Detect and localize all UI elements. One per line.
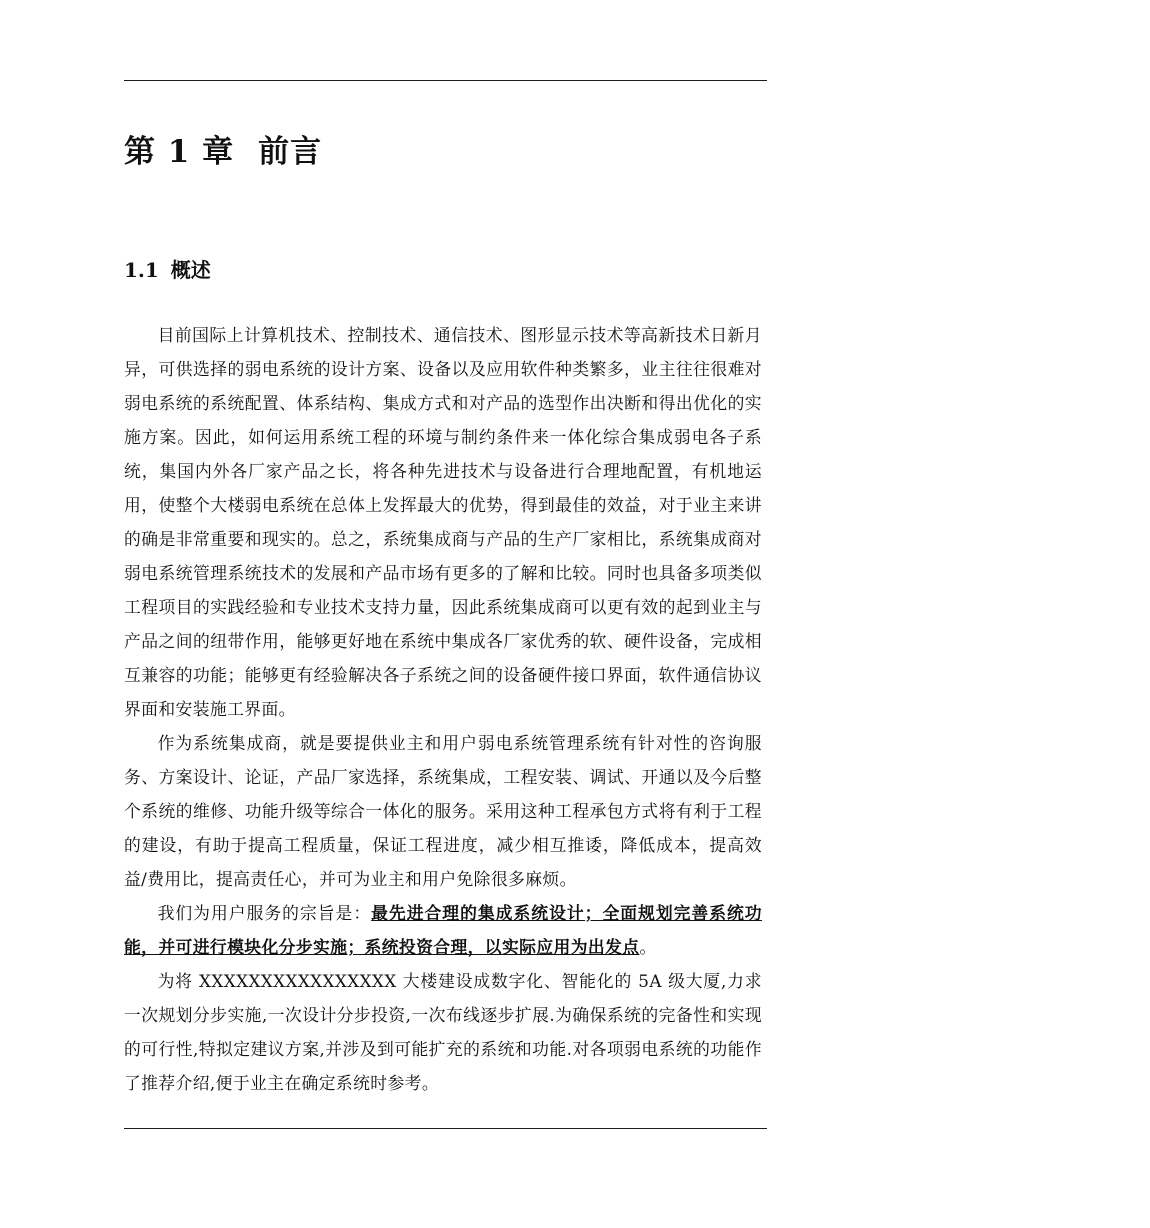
paragraph-service-tenet xyxy=(124,896,762,964)
tenet-prefix: 我们为用户服务的宗旨是： xyxy=(157,903,372,923)
tenet-suffix: 。 xyxy=(639,937,657,957)
chapter-heading xyxy=(124,126,322,171)
chapter-title: 前言 xyxy=(258,134,323,170)
body-text xyxy=(124,318,762,1100)
paragraph-integrator-role: 作为系统集成商，就是要提供业主和用户弱电系统管理系统有针对性的咨询服务、方案设计、论证，产品厂家选择，系统集成，工程安装、调试、开通以及今后整个系统的维修、功能升级等综合一体化的服务。采用这种工程承包方式将有利于工程的建设，有助于提高工程质量，保证工程进度，减少相互推诿，降低成本，提高效益/费用比，提高责任心，并可为业主和用户免除很多麻烦。 xyxy=(124,733,762,889)
paragraph-overview: 目前国际上计算机技术、控制技术、通信技术、图形显示技术等高新技术日新月异，可供选择的弱电系统的设计方案、设备以及应用软件种类繁多，业主往往很难对弱电系统的系统配置、体系结构、集成方式和对产品的选型作出决断和得出优化的实施方案。因此，如何运用系统工程的环境与制约条件来一体化综合集成弱电各子系统，集国内外各厂家产品之长，将各种先进技术与设备进行合理地配置，有机地运用，使整个大楼弱电系统在总体上发挥最大的优势，得到最佳的效益，对于业主来讲的确是非常重要和现实的。总之，系统集成商与产品的生产厂家相比，系统集成商对弱电系统管理系统技术的发展和产品市场有更多的了解和比较。同时也具备多项类似工程项目的实践经验和专业技术支持力量，因此系统集成商可以更有效的起到业主与产品之间的纽带作用，能够更好地在系统中集成各厂家优秀的软、硬件设备，完成相互兼容的功能；能够更有经验解决各子系统之间的设备硬件接口界面，软件通信协议界面和安装施工界面。 xyxy=(124,325,762,719)
footer-rule xyxy=(124,1128,767,1129)
tenet-emphasis: 最先进合理的集成系统设计；全面规划完善系统功能，并可进行模块化分步实施；系统投资合理，以实际应用为出发点 xyxy=(124,903,762,957)
header-rule xyxy=(124,80,767,81)
paragraph-building-goal: 为将 XXXXXXXXXXXXXXXX 大楼建设成数字化、智能化的 5A 级大厦,力求一次规划分步实施,一次设计分步投资,一次布线逐步扩展.为确保系统的完备性和实现的可行性,特拟定建议方案,并涉及到可能扩充的系统和功能.对各项弱电系统的功能作了推荐介绍,便于业主在确定系统时参考。 xyxy=(124,971,762,1093)
section-heading xyxy=(124,254,211,283)
section-number: 1.1 xyxy=(124,258,159,282)
section-title: 概述 xyxy=(170,258,211,282)
chapter-number: 第 1 章 xyxy=(124,134,235,170)
